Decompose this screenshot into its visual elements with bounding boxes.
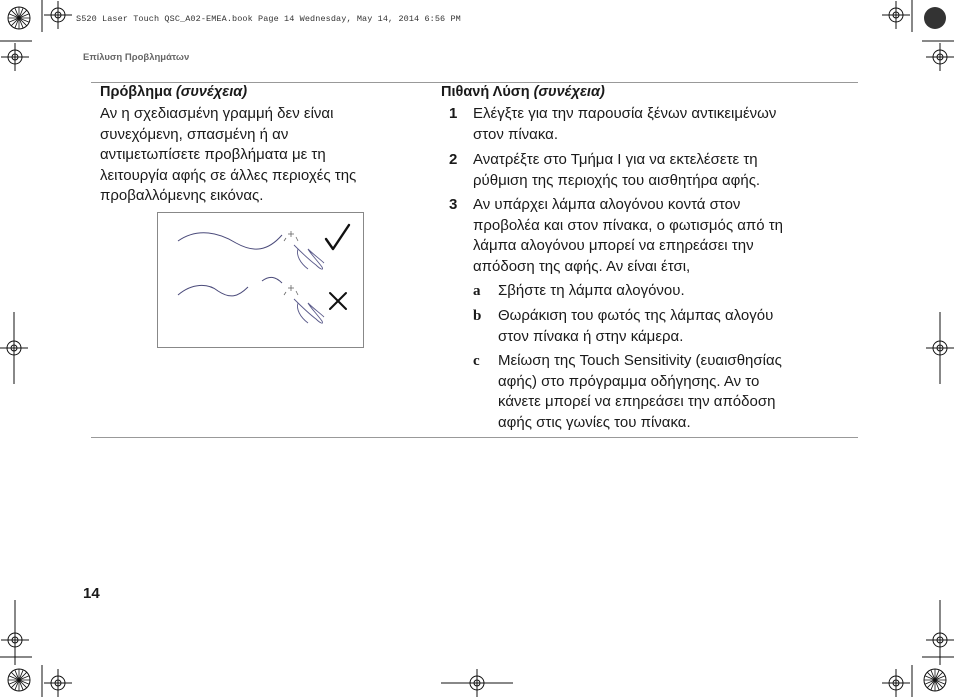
crosshair-icon — [1, 626, 29, 654]
step-line: απόδοση της αφής. Αν είναι έτσι, — [473, 257, 691, 275]
solution-heading-cont: (συνέχεια) — [533, 84, 605, 100]
print-slug: S520 Laser Touch QSC_A02-EMEA.book Page 14 Wednesday, May 14, 2014 6:56 PM — [76, 14, 461, 24]
crosshair-icon — [882, 1, 910, 29]
continuous-line — [178, 233, 282, 249]
step-line: Ελέγξτε για την παρουσία ξένων αντικειμένων — [473, 105, 777, 122]
step-line: Ανατρέξτε στο Τμήμα I για να εκτελέσετε τη — [473, 151, 758, 168]
substep-line: αφής στις γωνίες του πίνακα. — [498, 413, 691, 431]
crosshair-icon — [926, 43, 954, 71]
substep-text — [498, 281, 685, 302]
touch-spark-icon — [284, 285, 298, 295]
substep-line: κάνετε μπορεί να επηρεάσει την απόδοση — [498, 393, 776, 410]
broken-line — [178, 285, 248, 296]
table-top-rule — [91, 82, 858, 83]
problem-heading-label: Πρόβλημα — [100, 84, 172, 100]
substep-line: Θωράκιση του φωτός της λάμπας αλογόυ — [498, 307, 774, 324]
crosshair-icon — [44, 1, 72, 29]
step-number: 3 — [449, 196, 458, 213]
substep-b — [473, 306, 853, 348]
broken-line — [262, 277, 282, 283]
crosshair-icon — [1, 43, 29, 71]
substep-line: Μείωση της Touch Sensitivity (ευαισθησίας — [498, 352, 782, 369]
substep-line: Σβήστε τη λάμπα αλογόνου. — [498, 282, 685, 299]
touch-illustration — [157, 212, 364, 348]
crosshair-icon — [463, 669, 491, 697]
step-text — [473, 195, 783, 277]
step-text — [473, 150, 760, 191]
crosshair-icon — [926, 626, 954, 654]
star-target-icon — [8, 669, 30, 691]
substep-line: στον πίνακα ή στην κάμερα. — [498, 327, 684, 345]
running-head: Επίλυση Προβλημάτων — [83, 52, 190, 63]
crosshair-icon — [0, 334, 28, 362]
step-line: ρύθμιση της περιοχής του αισθητήρα αφής. — [473, 171, 761, 189]
cross-icon — [330, 293, 346, 309]
step-line: στον πίνακα. — [473, 125, 558, 143]
crosshair-icon — [44, 669, 72, 697]
touch-illustration-svg — [158, 213, 363, 347]
problem-line: συνεχόμενη, σπασμένη ή αν — [100, 125, 289, 143]
hand-pen-icon — [294, 245, 324, 269]
hand-pen-icon — [294, 299, 324, 323]
problem-line: προβαλλόμενης εικόνας. — [100, 187, 264, 204]
crosshair-icon — [882, 669, 910, 697]
substep-letter: c — [473, 353, 480, 369]
step-number: 2 — [449, 151, 458, 168]
substep-letter: b — [473, 308, 482, 324]
problem-line: λειτουργία αφής σε άλλες περιοχές της — [100, 166, 357, 184]
touch-spark-icon — [284, 231, 298, 241]
solid-target-icon — [924, 7, 946, 29]
substep-c — [473, 351, 853, 435]
solution-step-1 — [449, 104, 849, 146]
solution-heading-label: Πιθανή Λύση — [441, 84, 530, 100]
substep-text — [498, 351, 782, 433]
problem-text — [100, 104, 420, 207]
problem-line: αντιμετωπίσετε προβλήματα με τη — [100, 146, 326, 163]
solution-heading — [441, 84, 605, 100]
substep-text — [498, 306, 773, 347]
checkmark-icon — [326, 225, 349, 249]
table-bottom-rule — [91, 437, 858, 438]
substep-line: αφής) στο πρόγραμμα οδήγησης. Αν το — [498, 372, 760, 390]
crosshair-icon — [926, 334, 954, 362]
substep-a — [473, 281, 853, 303]
page-number: 14 — [83, 585, 100, 602]
problem-heading-cont: (συνέχεια) — [175, 84, 248, 100]
step-number: 1 — [449, 105, 458, 122]
step-line: λάμπα αλογόνου μπορεί να επηρεάσει την — [473, 237, 754, 254]
step-line: Αν υπάρχει λάμπα αλογόνου κοντά στον — [473, 196, 741, 213]
step-line: προβολέα και στον πίνακα, ο φωτισμός από τη — [473, 216, 784, 234]
solution-step-2 — [449, 150, 849, 192]
problem-line: Αν η σχεδιασμένη γραμμή δεν είναι — [100, 105, 334, 122]
star-target-icon — [8, 7, 30, 29]
problem-heading — [100, 84, 247, 100]
step-text — [473, 104, 776, 145]
solution-step-3 — [449, 195, 849, 279]
star-target-icon — [924, 669, 946, 691]
substep-letter: a — [473, 283, 481, 299]
